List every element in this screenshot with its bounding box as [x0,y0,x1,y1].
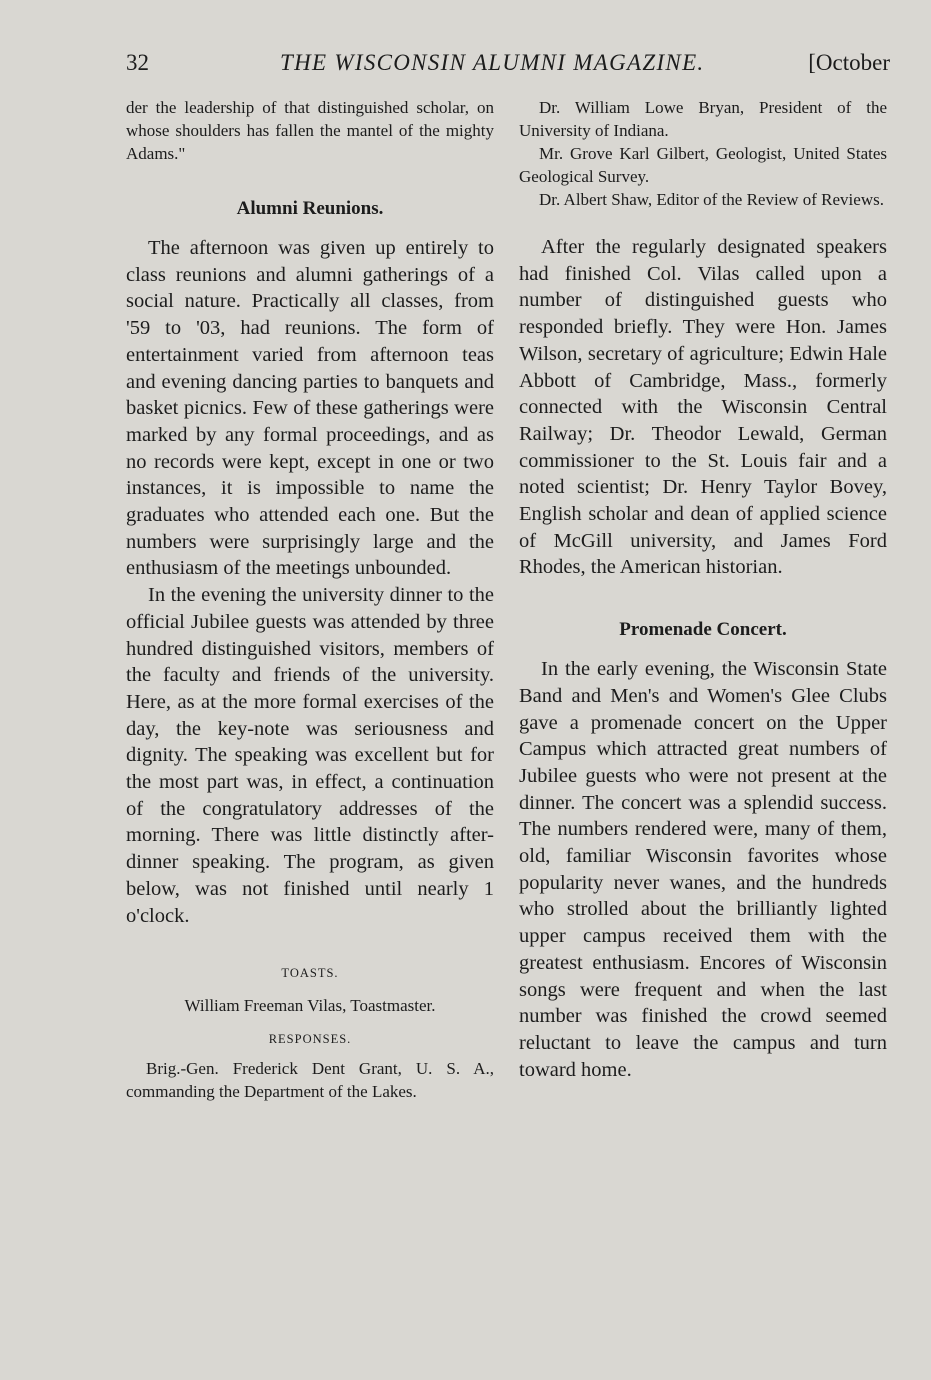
responses-label: RESPONSES. [268,1032,352,1047]
toastmaster-line: William Freeman Vilas, Toastmaster. [184,996,436,1016]
toasts-label: TOASTS. [281,966,339,981]
dinner-paragraph: In the evening the university dinner to the official Jubilee guests was attended by three hundred distinguished visitors, members of the faculty and friends of the university. Here, as at the more formal exercises of the day, the key-note was seriousness and dignity. The speaking was excellent but for the most part was, in effect, a continuation of the congratulatory addresses of the morning. There was little distinctly after-dinner speaking. The program, as given below, was not finished until nearly 1 o'clock. [126,584,494,927]
reunions-paragraph: The afternoon was given up entirely to class reunions and alumni gatherings of a social nature. Practically all classes, from '59 to '03, had reunions. The form of entertainment varied from afternoon teas and evening dancing parties to banquets and basket picnics. Few of these gatherings were marked by any formal proceedings, and as no records were kept, except in one or two instances, it is impossible to name the graduates who attended each one. But the numbers were surprisingly large and the enthusiasm of the meetings unbounded. [126,237,494,580]
response-entry: Dr. Albert Shaw, Editor of the Review of Reviews. [539,190,884,209]
left-column [126,96,494,1103]
response-entry: Mr. Grove Karl Gilbert, Geologist, United States Geological Survey. [519,144,887,186]
concert-paragraph: In the early evening, the Wisconsin State Band and Men's and Women's Glee Clubs gave a promenade concert on the Upper Campus which attracted great numbers of Jubilee guests who were not present at the dinner. The concert was a splendid success. The numbers rendered were, many of them, old, familiar Wisconsin favorites whose popularity never wanes, and the hundreds who strolled about the brilliantly lighted upper campus received them with the greatest enthusiasm. Encores of Wisconsin songs were frequent and when the last number was finished the crowd seemed reluctant to leave the campus and turn toward home. [519,658,887,1081]
page-number: 32 [126,50,149,75]
section-heading-alumni-reunions: Alumni Reunions. [236,198,384,219]
right-column [519,96,887,1083]
intro-paragraph: der the leadership of that distinguished scholar, on whose shoulders has fallen the mantel of the mighty Adams." [126,98,494,163]
running-header [120,46,890,82]
issue-month: [October [808,50,890,75]
response-entry: Brig.-Gen. Frederick Dent Grant, U. S. A., commanding the Department of the Lakes. [126,1059,494,1102]
guests-paragraph: After the regularly designated speakers had finished Col. Vilas called upon a number of distinguished guests who responded briefly. They were Hon. James Wilson, secretary of agriculture; Edwin Hale Abbott of Cambridge, Mass., formerly connected with the Wisconsin Central Railway; Dr. Theodor Lewald, German commissioner to the St. Louis fair and a noted scientist; Dr. Henry Taylor Bovey, English scholar and dean of applied science of McGill university, and James Ford Rhodes, the American historian. [519,236,887,579]
response-entry: Dr. William Lowe Bryan, President of the University of Indiana. [519,98,887,140]
magazine-title: THE WISCONSIN ALUMNI MAGAZINE. [280,50,705,75]
section-heading-promenade-concert: Promenade Concert. [619,619,787,641]
